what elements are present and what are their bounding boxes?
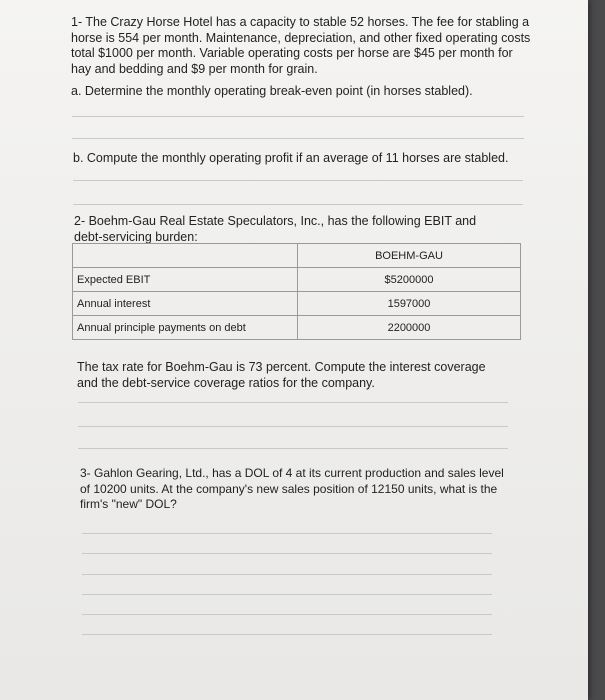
question-3-text: 3- Gahlon Gearing, Ltd., has a DOL of 4 at its current production and sales level of 10200 units. At the company's new sales position of 12150 units, what is the firm's "new" DOL? <box>80 466 504 511</box>
answer-line <box>78 426 508 427</box>
answer-line <box>82 594 492 595</box>
table-header-row <box>73 244 521 268</box>
answer-line <box>72 138 524 139</box>
question-1a: a. Determine the monthly operating break-even point (in horses stabled). <box>71 84 473 98</box>
table-header-company: BOEHM-GAU <box>298 244 521 268</box>
answer-line <box>78 448 508 449</box>
answer-line <box>73 204 523 205</box>
row-label: Expected EBIT <box>73 268 298 292</box>
answer-line <box>73 180 523 181</box>
row-label: Annual interest <box>73 292 298 316</box>
table-header-blank <box>73 244 298 268</box>
table-row <box>73 292 521 316</box>
answer-line <box>82 634 492 635</box>
question-1-text: 1- The Crazy Horse Hotel has a capacity to stable 52 horses. The fee for stabling a horse is 554 per month. Maintenance, depreciation, and other fixed operating costs total $1000 per month. Variable operating costs per horse are $45 per month for hay and bedding and $9 per month for grain. <box>71 15 531 76</box>
question-1b: b. Compute the monthly operating profit if an average of 11 horses are stabled. <box>73 151 509 165</box>
answer-line <box>72 116 524 117</box>
answer-line <box>78 402 508 403</box>
row-value: 1597000 <box>298 292 521 316</box>
question-2-followup: The tax rate for Boehm-Gau is 73 percent. Compute the interest coverage and the debt-service coverage ratios for the company. <box>77 360 486 390</box>
answer-line <box>82 553 492 554</box>
table-row <box>73 316 521 340</box>
question-2-intro: 2- Boehm-Gau Real Estate Speculators, Inc., has the following EBIT and debt-servicing burden: <box>74 214 477 244</box>
answer-line <box>82 614 492 615</box>
answer-line <box>82 574 492 575</box>
row-value: 2200000 <box>298 316 521 340</box>
answer-line <box>82 533 492 534</box>
row-value: $5200000 <box>298 268 521 292</box>
table-row <box>73 268 521 292</box>
row-label: Annual principle payments on debt <box>73 316 298 340</box>
debt-burden-table <box>72 243 521 340</box>
